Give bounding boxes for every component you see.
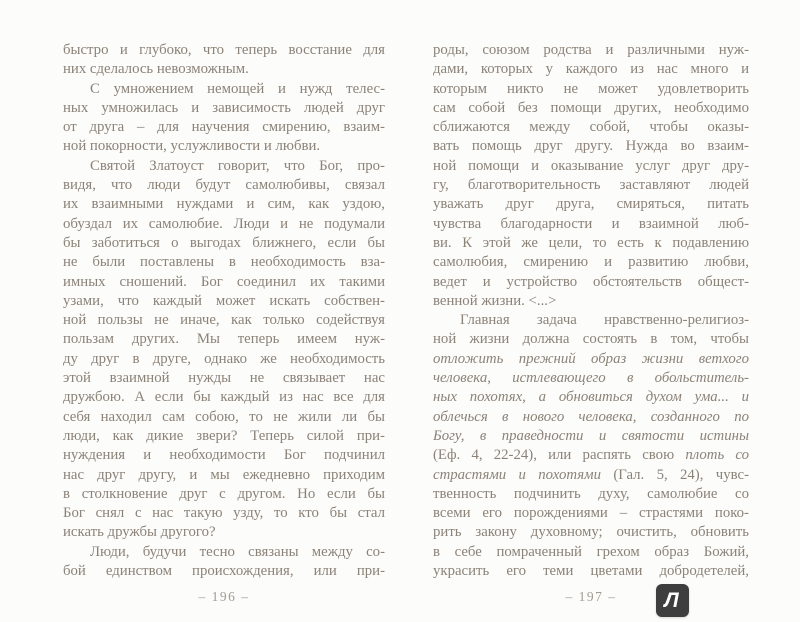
text-line: узами, что каждый может искать собствен-	[63, 292, 385, 309]
text-line: ной жизни должна состоять в том, чтобы	[433, 331, 749, 348]
text-line: страстями и похотями (Гал. 5, 24), чувс-	[433, 466, 749, 483]
text-line: вать помощь друг другу. Нужда во взаим-	[433, 138, 749, 155]
labirint-logo	[656, 584, 689, 617]
text-line: этой взаимной нужды не связывает нас	[63, 370, 385, 387]
text-line: отложить прежний образ жизни ветхого	[433, 350, 749, 367]
text-line: видя, что люди будут самолюбивы, связал	[63, 177, 385, 194]
text-line: человека, истлевающего в обольститель-	[433, 370, 749, 387]
text-line: нуждения и необходимости Бог подчинил	[63, 447, 385, 464]
text-line: (Еф. 4, 22-24), или распять свою плоть со	[433, 447, 749, 464]
text-line: самолюбия, смирению и развитию любви,	[433, 254, 749, 271]
page-196-text	[63, 41, 385, 581]
text-line: дружбою. А если бы каждый из нас все для	[63, 389, 385, 406]
text-line: гу, благотворительность заставляют людей	[433, 177, 749, 194]
text-line: ной пользы не иначе, как только содействуя	[63, 312, 385, 329]
text-line: дами, которых у каждого из нас много и	[433, 61, 749, 78]
text-line: обуздал их самолюбие. Люди и не подумали	[63, 215, 385, 232]
text-line: твенность подчинить духу, самолюбие со	[433, 485, 749, 502]
text-line: облечься в нового человека, созданного по	[433, 408, 749, 425]
text-line: С умножением немощей и нужд телес-	[90, 80, 385, 97]
page-number: – 196 –	[198, 589, 250, 605]
page-number: – 197 –	[565, 589, 617, 605]
text-line: не были поставлены в необходимость вза-	[63, 254, 385, 271]
text-line: венной жизни. <...>	[433, 292, 557, 309]
labirint-logo-letter: Л	[664, 588, 679, 612]
text-line: пользам других. Мы теперь имеем нуж-	[63, 331, 385, 348]
text-line: ной покорности, услужливости и любви.	[63, 138, 321, 155]
text-line: Богу, в праведности и святости истины	[433, 427, 749, 444]
text-line: ведет и устройство обстоятельств общест-	[433, 273, 749, 290]
text-line: ных похотях, а обновиться духом ума... и	[433, 389, 749, 406]
text-line: чувства благодарности и взаимной люб-	[433, 215, 749, 232]
text-line: рить закону духовному; очистить, обновить	[433, 524, 749, 541]
text-line: в себе помраченный грехом образ Божий,	[433, 543, 749, 560]
page-197-text	[433, 41, 749, 581]
text-line: Люди, будучи тесно связаны между со-	[90, 543, 385, 560]
text-line: бой единством происхождения, или при-	[63, 563, 385, 580]
text-line: роды, союзом родства и различными нуж-	[433, 42, 749, 58]
text-line: них сделалось невозможным.	[63, 61, 249, 78]
text-line: всеми его порождениями – страстями поко-	[433, 505, 749, 522]
text-line: Главная задача нравственно-религиоз-	[460, 312, 749, 329]
text-line: себя находил сам собою, то не жили ли бы	[63, 408, 385, 425]
text-line: Святой Златоуст говорит, что Бог, про-	[90, 157, 385, 174]
text-line: ду друг в друге, однако же необходимость	[63, 350, 385, 367]
text-line: нас друг другу, и мы ежедневно приходим	[63, 466, 385, 483]
text-line: ви. К этой же цели, то есть к подавлению	[433, 234, 749, 251]
text-line: сам собой без помощи других, необходимо	[433, 99, 749, 116]
text-line: ной помощи и оказывание услуг друг дру-	[433, 157, 749, 174]
text-line: от друга – для научения смирению, взаим-	[63, 119, 385, 136]
text-line: их взаимными нуждами и сим, как уздою,	[63, 196, 385, 213]
text-line: ных умножилась и зависимость людей друг	[63, 99, 385, 116]
text-line: искать дружбы другого?	[63, 524, 216, 541]
page-197	[433, 41, 749, 605]
text-line: имных сношений. Бог соединил их такими	[63, 273, 385, 290]
text-line: украсить его теми цветами добродетелей,	[433, 563, 749, 580]
page-196	[63, 41, 385, 605]
text-line: которым никто не может удовлетворить	[433, 80, 749, 97]
text-line: бы заботиться о выгодах ближнего, если бы	[63, 234, 385, 251]
text-line: уважать друг друга, смиряться, питать	[433, 196, 749, 213]
text-line: Бог снял с нас такую узду, то кто бы стал	[63, 505, 385, 522]
text-line: в столкновение друг с другом. Но если бы	[63, 485, 385, 502]
text-line: люди, как дикие звери? Теперь силой при-	[63, 427, 385, 444]
text-line: быстро и глубоко, что теперь восстание для	[63, 42, 385, 58]
text-line: сближаются между собой, чтобы оказы-	[433, 119, 749, 136]
